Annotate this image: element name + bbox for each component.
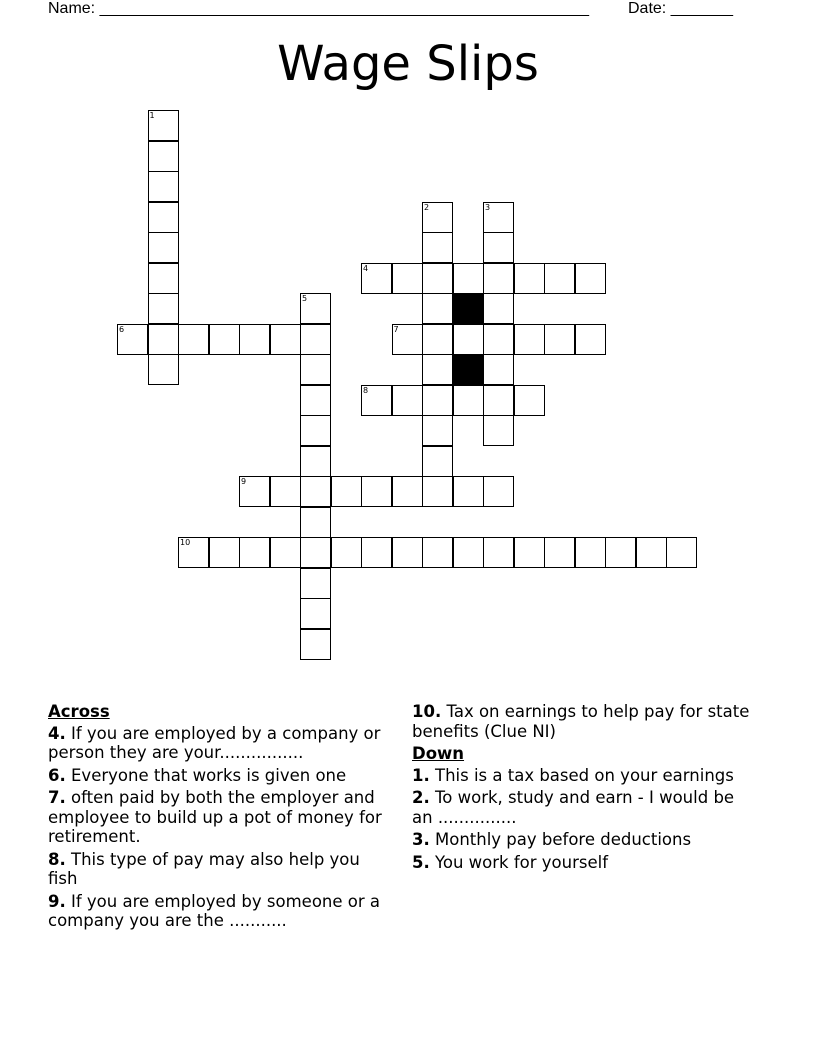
grid-cell[interactable] xyxy=(117,324,148,355)
grid-cell[interactable] xyxy=(483,537,514,568)
clue-text: often paid by both the employer and employee to build up a pot of money for retirement. xyxy=(48,788,382,846)
grid-cell[interactable] xyxy=(178,537,209,568)
clue-number: 1. xyxy=(412,765,430,785)
grid-cell[interactable] xyxy=(453,263,484,294)
clue-text: This type of pay may also help you fish xyxy=(48,849,360,888)
grid-clue-number: 6 xyxy=(119,324,125,334)
clue-number: 9. xyxy=(48,891,66,911)
grid-cell[interactable] xyxy=(209,537,240,568)
grid-cell[interactable] xyxy=(148,263,179,294)
grid-cell[interactable] xyxy=(514,537,545,568)
clue-across-8 xyxy=(48,850,393,889)
grid-cell[interactable] xyxy=(239,324,270,355)
grid-cell[interactable] xyxy=(605,537,636,568)
clue-down-5 xyxy=(412,853,757,873)
grid-clue-number: 4 xyxy=(363,263,369,273)
grid-cell[interactable] xyxy=(422,415,453,446)
grid-cell[interactable] xyxy=(422,354,453,385)
grid-cell[interactable] xyxy=(422,476,453,507)
grid-clue-number: 1 xyxy=(149,111,155,120)
grid-cell[interactable] xyxy=(209,324,240,355)
grid-cell[interactable] xyxy=(300,629,331,660)
clue-down-1 xyxy=(412,766,757,786)
grid-cell[interactable] xyxy=(392,263,423,294)
grid-cell[interactable] xyxy=(148,324,179,355)
grid-clue-number: 3 xyxy=(485,202,491,212)
grid-cell[interactable] xyxy=(392,476,423,507)
grid-cell[interactable] xyxy=(483,415,514,446)
grid-cell[interactable] xyxy=(483,476,514,507)
grid-cell[interactable] xyxy=(422,446,453,477)
grid-clue-number: 5 xyxy=(302,294,308,303)
grid-clue-number: 7 xyxy=(393,324,399,334)
grid-clue-number: 10 xyxy=(180,538,191,547)
grid-cell[interactable] xyxy=(514,263,545,294)
grid-cell[interactable] xyxy=(422,263,453,294)
clues-column-left xyxy=(48,702,393,934)
clue-number: 2. xyxy=(412,788,430,807)
grid-cell[interactable] xyxy=(300,537,331,568)
grid-cell[interactable] xyxy=(422,202,453,233)
clue-text: Everyone that works is given one xyxy=(71,765,347,785)
grid-cell[interactable] xyxy=(300,324,331,355)
grid-cell[interactable] xyxy=(514,324,545,355)
grid-cell[interactable] xyxy=(544,537,575,568)
grid-cell[interactable] xyxy=(422,324,453,355)
grid-cell[interactable] xyxy=(300,446,331,477)
grid-cell[interactable] xyxy=(483,354,514,385)
grid-cell[interactable] xyxy=(575,263,606,294)
grid-cell[interactable] xyxy=(361,476,392,507)
clue-text: If you are employed by a company or person they are your................ xyxy=(48,723,381,762)
clue-number: 8. xyxy=(48,849,66,869)
grid-cell[interactable] xyxy=(636,537,667,568)
grid-cell[interactable] xyxy=(453,537,484,568)
grid-cell[interactable] xyxy=(331,537,362,568)
grid-cell[interactable] xyxy=(361,385,392,416)
grid-cell[interactable] xyxy=(239,476,270,507)
grid-clue-number: 2 xyxy=(424,202,430,212)
grid-cell[interactable] xyxy=(392,385,423,416)
date-field-label: Date: _______ xyxy=(628,0,733,17)
grid-cell[interactable] xyxy=(422,385,453,416)
grid-cell[interactable] xyxy=(575,537,606,568)
grid-cell[interactable] xyxy=(392,324,423,355)
grid-cell[interactable] xyxy=(453,476,484,507)
grid-cell[interactable] xyxy=(300,415,331,446)
grid-cell[interactable] xyxy=(270,324,301,355)
grid-cell[interactable] xyxy=(148,354,179,385)
grid-cell[interactable] xyxy=(514,385,545,416)
grid-cell[interactable] xyxy=(483,232,514,263)
clue-number: 5. xyxy=(412,852,430,872)
grid-cell[interactable] xyxy=(270,537,301,568)
grid-cell[interactable] xyxy=(300,385,331,416)
clue-down-3 xyxy=(412,830,757,850)
page-title: Wage Slips xyxy=(277,36,539,92)
grid-cell[interactable] xyxy=(148,232,179,263)
clue-text: If you are employed by someone or a company you are the ........... xyxy=(48,891,381,930)
grid-cell[interactable] xyxy=(392,537,423,568)
grid-black-cell xyxy=(453,354,484,385)
grid-clue-number: 9 xyxy=(241,477,247,486)
grid-cell[interactable] xyxy=(483,293,514,324)
grid-cell[interactable] xyxy=(270,476,301,507)
grid-cell[interactable] xyxy=(300,293,331,324)
grid-cell[interactable] xyxy=(422,232,453,263)
grid-cell[interactable] xyxy=(361,263,392,294)
clue-text: Tax on earnings to help pay for state benefits (Clue NI) xyxy=(412,702,750,741)
grid-cell[interactable] xyxy=(300,507,331,538)
grid-cell[interactable] xyxy=(483,202,514,233)
clue-text: Monthly pay before deductions xyxy=(435,830,692,849)
across-heading: Across xyxy=(48,702,110,721)
grid-cell[interactable] xyxy=(239,537,270,568)
down-heading: Down xyxy=(412,744,465,763)
clue-text: To work, study and earn - I would be an ............... xyxy=(412,788,735,827)
grid-cell[interactable] xyxy=(148,293,179,324)
grid-cell[interactable] xyxy=(575,324,606,355)
clue-number: 7. xyxy=(48,788,66,807)
clues-column-right xyxy=(412,702,757,875)
clue-number: 10. xyxy=(412,702,442,721)
clue-across-4 xyxy=(48,724,393,763)
grid-cell[interactable] xyxy=(422,293,453,324)
grid-cell[interactable] xyxy=(422,537,453,568)
grid-cell[interactable] xyxy=(483,324,514,355)
grid-cell[interactable] xyxy=(666,537,697,568)
clue-number: 3. xyxy=(412,830,430,849)
clue-number: 6. xyxy=(48,765,66,785)
grid-cell[interactable] xyxy=(361,537,392,568)
grid-cell[interactable] xyxy=(544,324,575,355)
grid-cell[interactable] xyxy=(453,385,484,416)
grid-cell[interactable] xyxy=(148,141,179,172)
name-field-label: Name: _______________________________________________________ xyxy=(48,0,589,17)
clue-text: This is a tax based on your earnings xyxy=(435,765,734,785)
grid-cell[interactable] xyxy=(300,476,331,507)
grid-cell[interactable] xyxy=(300,598,331,629)
grid-cell[interactable] xyxy=(331,476,362,507)
clue-down-2 xyxy=(412,788,757,827)
clue-text: You work for yourself xyxy=(435,852,609,872)
grid-cell[interactable] xyxy=(300,568,331,599)
grid-clue-number: 8 xyxy=(363,385,369,395)
clue-across-6 xyxy=(48,766,393,786)
clue-across-10 xyxy=(412,702,757,741)
grid-cell[interactable] xyxy=(148,110,179,141)
grid-cell[interactable] xyxy=(148,202,179,233)
clue-across-9 xyxy=(48,892,393,931)
grid-cell[interactable] xyxy=(178,324,209,355)
grid-cell[interactable] xyxy=(483,263,514,294)
clue-number: 4. xyxy=(48,723,66,743)
clue-across-7 xyxy=(48,788,393,847)
grid-black-cell xyxy=(453,293,484,324)
grid-cell[interactable] xyxy=(453,324,484,355)
grid-cell[interactable] xyxy=(300,354,331,385)
grid-cell[interactable] xyxy=(544,263,575,294)
grid-cell[interactable] xyxy=(148,171,179,202)
grid-cell[interactable] xyxy=(483,385,514,416)
